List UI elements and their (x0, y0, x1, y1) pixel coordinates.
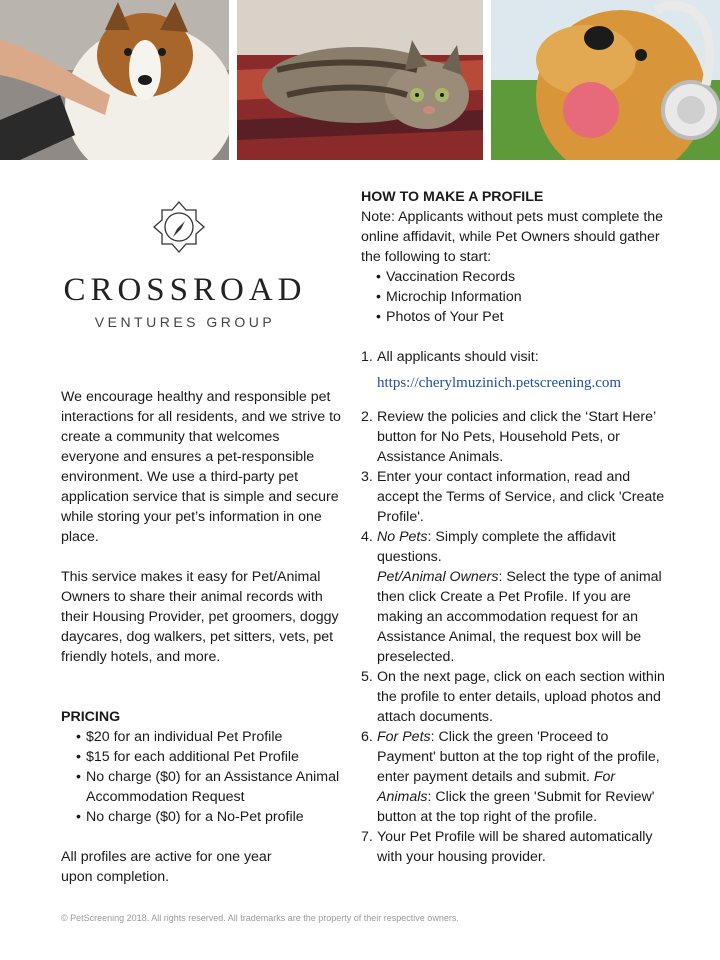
step-1 (361, 347, 666, 393)
step-number: 7. (361, 829, 373, 845)
active-note: All profiles are active for one year upon completion. (61, 849, 272, 885)
pricing-section (61, 707, 341, 827)
step-text: On the next page, click on each section within the profile to enter details, upload photos and attach documents. (377, 669, 665, 725)
step-text: : Select the type of animal then click Create a Pet Profile. If you are making an accommodation request for an Assistance Animal, the request box will be preselected. (377, 569, 662, 665)
requirements-list (361, 267, 666, 327)
howto-section (361, 187, 666, 327)
step-number: 4. (361, 529, 373, 545)
step-text: Review the policies and click the ‘Start Here’ button for No Pets, Household Pets, or Assistance Animals. (377, 409, 656, 465)
requirement-item: • Microchip Information (376, 287, 666, 307)
brand-subtitle: VENTURES GROUP (94, 314, 276, 330)
step-text: Your Pet Profile will be shared automatically with your housing provider. (377, 829, 653, 865)
howto-heading: HOW TO MAKE A PROFILE (361, 189, 544, 205)
pricing-item: • $15 for each additional Pet Profile (76, 747, 341, 767)
howto-note: Note: Applicants without pets must complete the online affidavit, while Pet Owners should gather the following to start: (361, 209, 664, 265)
pricing-list (61, 727, 341, 827)
tabby-cat-on-rug-photo (237, 0, 483, 160)
petscreening-link[interactable]: https://cherylmuzinich.petscreening.com (377, 375, 622, 391)
step-number: 5. (361, 669, 373, 685)
step-2 (361, 407, 666, 467)
pricing-heading: PRICING (61, 709, 121, 725)
step-5 (361, 667, 666, 727)
service-paragraph: This service makes it easy for Pet/Animal Owners to share their animal records with their Housing Provider, pet groomers, doggy daycares, dog walkers, pet sitters, vets, pet friendly hotels, and more. (61, 569, 339, 665)
step-label: For Animals (377, 769, 616, 805)
compass-icon (152, 200, 206, 254)
step-4 (361, 527, 666, 667)
requirement-item: • Photos of Your Pet (376, 307, 666, 327)
step-text: Enter your contact information, read and accept the Terms of Service, and click 'Create Profile'. (377, 469, 665, 525)
intro-paragraph: We encourage healthy and responsible pet interactions for all residents, and we strive to create a community that welcomes everyone and ensures a pet-responsible environment. We use a third-party pet application service that is simple and secure while storing your pet’s information in one place. (61, 389, 341, 545)
step-3 (361, 467, 666, 527)
steps-list (361, 407, 666, 867)
step-text: : Simply complete the affidavit questions. (377, 529, 616, 565)
step-label: Pet/Animal Owners (377, 569, 499, 585)
step-label: No Pets (377, 529, 428, 545)
requirement-item: • Vaccination Records (376, 267, 666, 287)
step-number: 3. (361, 469, 373, 485)
golden-retriever-headphones-photo (491, 0, 720, 160)
sheltie-dog-grooming-photo (0, 0, 229, 160)
pricing-item: • No charge ($0) for an Assistance Animal Accommodation Request (76, 767, 341, 807)
pricing-item: • $20 for an individual Pet Profile (76, 727, 341, 747)
step-text: : Click the green 'Proceed to Payment' button at the top right of the profile, enter payment details and submit. (377, 729, 660, 785)
step-7 (361, 827, 666, 867)
pricing-item: • No charge ($0) for a No-Pet profile (76, 807, 341, 827)
step-text: All applicants should visit: (377, 349, 539, 365)
step-6 (361, 727, 666, 827)
step-number: 2. (361, 409, 373, 425)
step-number: 1. (361, 349, 373, 365)
step-label: For Pets (377, 729, 431, 745)
copyright-footer: © PetScreening 2018. All rights reserved. All trademarks are the property of their respective owners. (61, 913, 459, 923)
step-text: : Click the green 'Submit for Review' button at the top right of the profile. (377, 789, 655, 825)
step-number: 6. (361, 729, 373, 745)
brand-name: CROSSROAD (63, 272, 307, 308)
